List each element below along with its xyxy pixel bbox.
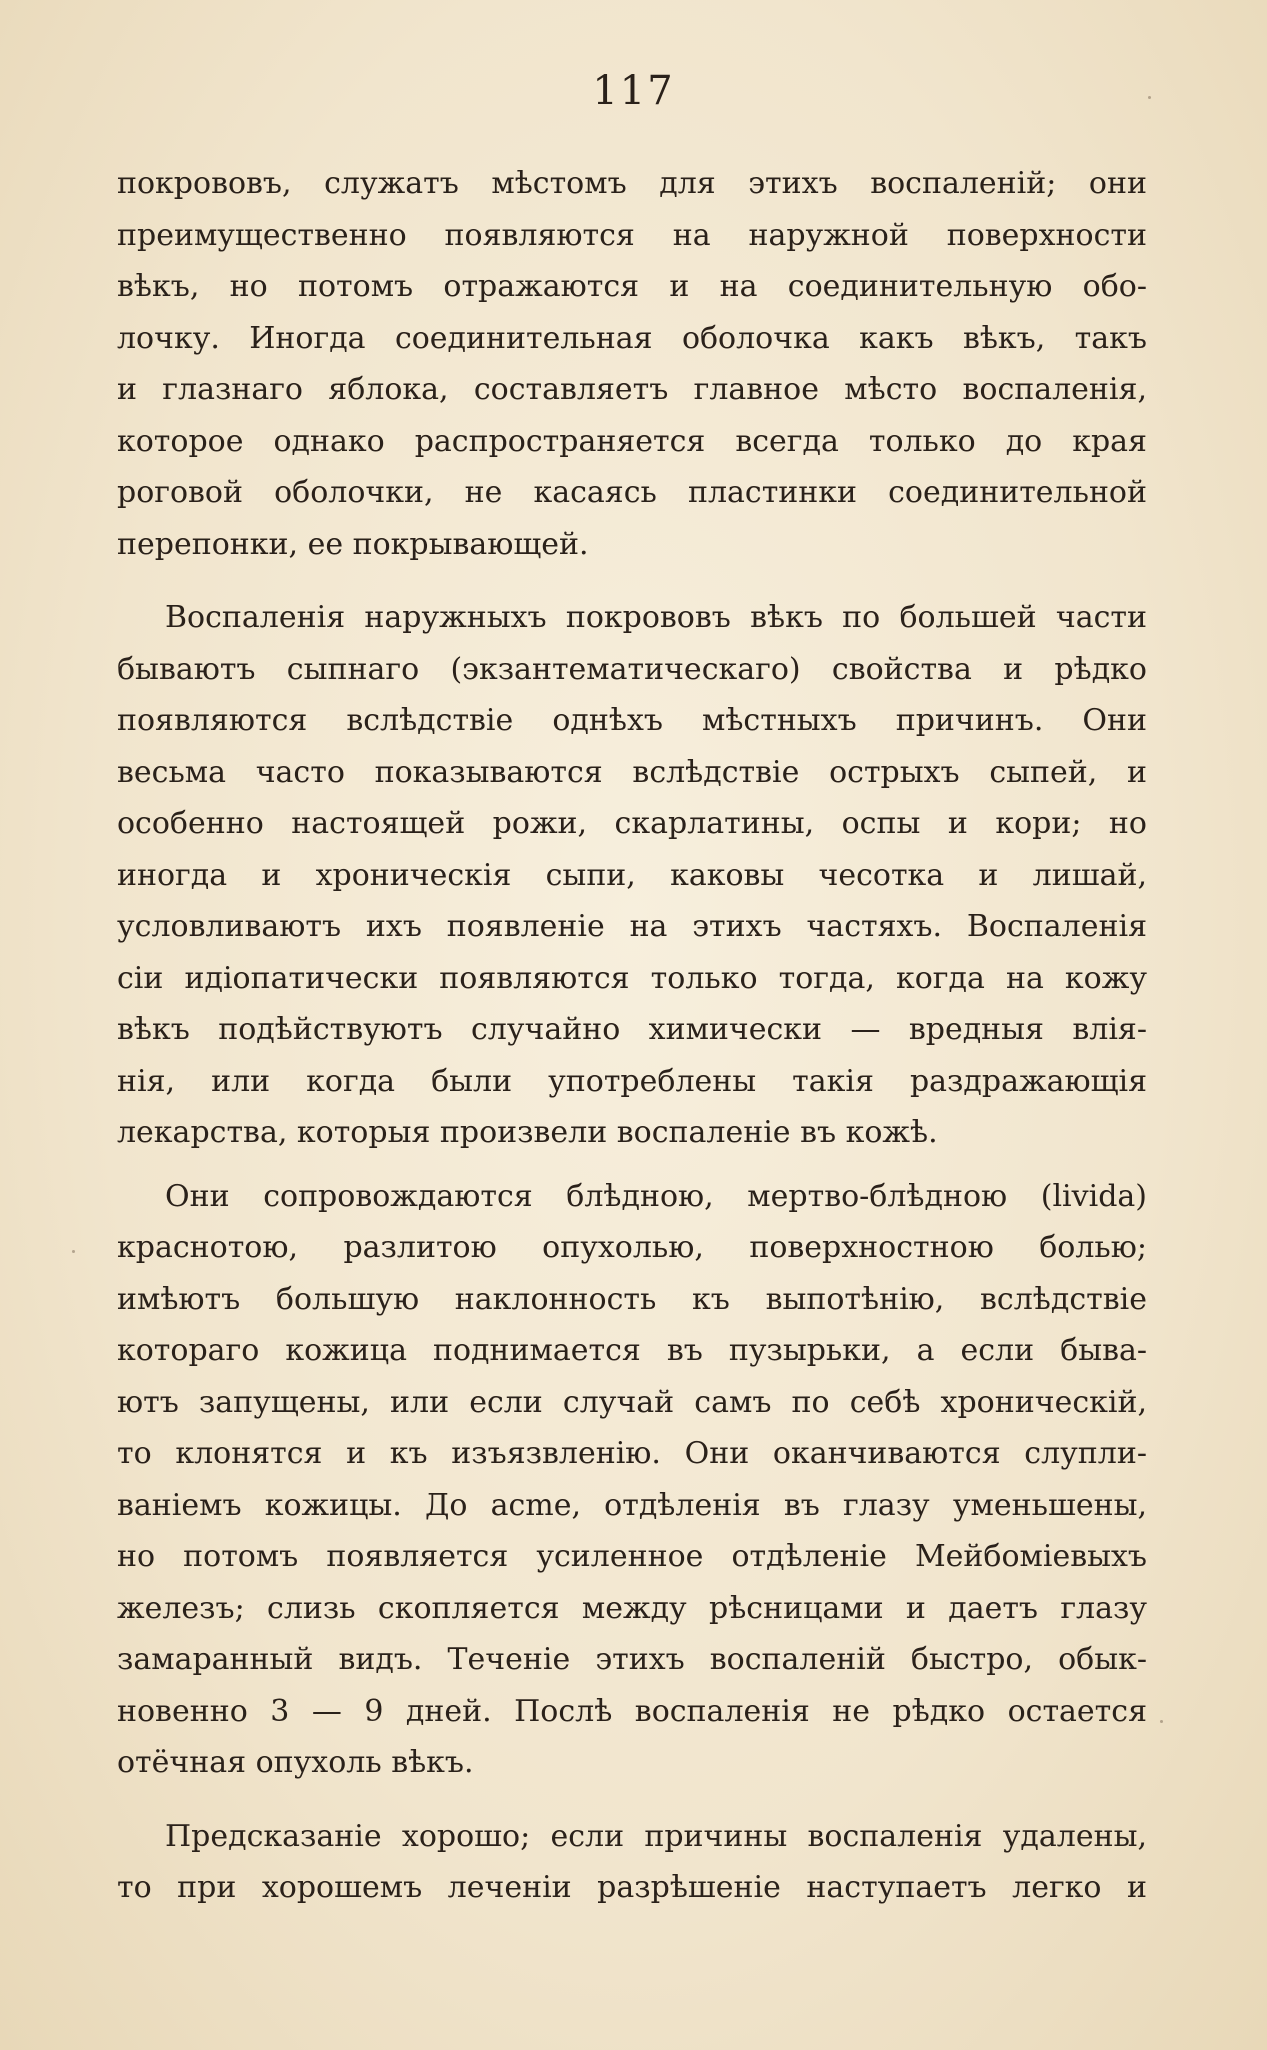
text-line: преимущественно появляются на наружной поверхности <box>117 217 1147 253</box>
text-line: появляются вслѣдствіе однѣхъ мѣстныхъ причинъ. Они <box>117 703 1147 738</box>
text-line: роговой оболочки, не касаясь пластинки соединительной <box>117 475 1147 510</box>
body-text <box>117 158 1147 1914</box>
paragraph-3 <box>117 1171 1147 1789</box>
text-line: вѣкъ, но потомъ отражаются и на соединительную обо- <box>117 269 1147 304</box>
paper-speck <box>1160 1720 1163 1723</box>
text-line: перепонки, ее покрывающей. <box>117 526 589 562</box>
page-number: 117 <box>592 68 675 114</box>
text-line: лочку. Иногда соединительная оболочка какъ вѣкъ, такъ <box>117 320 1147 356</box>
text-line: сіи идіопатически появляются только тогда, когда на кожу <box>117 960 1147 996</box>
text-line: и глазнаго яблока, составляетъ главное мѣсто воспаленія, <box>117 372 1147 407</box>
text-line: ютъ запущены, или если случай самъ по себѣ хроническій, <box>117 1384 1147 1420</box>
text-line: вѣкъ подѣйствуютъ случайно химически — вредныя влія- <box>117 1012 1147 1047</box>
text-line: отёчная опухоль вѣкъ. <box>117 1745 474 1780</box>
text-line: покрововъ, служатъ мѣстомъ для этихъ воспаленій; они <box>117 166 1147 201</box>
paragraph-1 <box>117 158 1147 570</box>
paper-speck <box>72 1250 75 1253</box>
text-line: но потомъ появляется усиленное отдѣленіе Мейбоміевыхъ <box>117 1539 1147 1574</box>
paragraph-4 <box>117 1811 1147 1914</box>
text-line: Они сопровождаются блѣдною, мертво-блѣдною (livida) <box>165 1178 1147 1214</box>
text-line: лекарства, которыя произвели воспаленіе въ кожѣ. <box>117 1115 938 1150</box>
text-line: особенно настоящей рожи, скарлатины, оспы и кори; но <box>117 806 1147 841</box>
text-line: краснотою, разлитою опухолью, поверхностною болью; <box>117 1230 1147 1265</box>
paper-speck <box>1148 96 1151 99</box>
text-line: котораго кожица поднимается въ пузырьки, а если быва- <box>117 1333 1147 1368</box>
text-line: которое однако распространяется всегда только до края <box>117 423 1147 459</box>
text-line: ваніемъ кожицы. До acme, отдѣленія въ глазу уменьшены, <box>117 1487 1147 1523</box>
paragraph-2 <box>117 592 1147 1159</box>
text-line: железъ; слизь скопляется между рѣсницами и даетъ глазу <box>117 1590 1147 1626</box>
text-line: весьма часто показываются вслѣдствіе острыхъ сыпей, и <box>117 754 1147 790</box>
text-line: иногда и хроническія сыпи, каковы чесотка и лишай, <box>117 857 1147 893</box>
text-line: Воспаленія наружныхъ покрововъ вѣкъ по большей части <box>165 600 1147 635</box>
text-line: условливаютъ ихъ появленіе на этихъ частяхъ. Воспаленія <box>117 909 1147 944</box>
text-line: то при хорошемъ леченіи разрѣшеніе наступаетъ легко и <box>117 1870 1147 1905</box>
text-line: нія, или когда были употреблены такія раздражающія <box>117 1063 1147 1099</box>
text-line: то клонятся и къ изъязвленію. Они оканчиваются слупли- <box>117 1436 1147 1471</box>
text-line: новенно 3 — 9 дней. Послѣ воспаленія не рѣдко остается <box>117 1693 1147 1729</box>
text-line: имѣютъ большую наклонность къ выпотѣнію, вслѣдствіе <box>117 1281 1147 1317</box>
text-line: Предсказаніе хорошо; если причины воспаленія удалены, <box>165 1818 1147 1854</box>
text-line: замаранный видъ. Теченіе этихъ воспаленій быстро, обык- <box>117 1642 1147 1677</box>
text-line: бываютъ сыпнаго (экзантематическаго) свойства и рѣдко <box>117 651 1147 687</box>
